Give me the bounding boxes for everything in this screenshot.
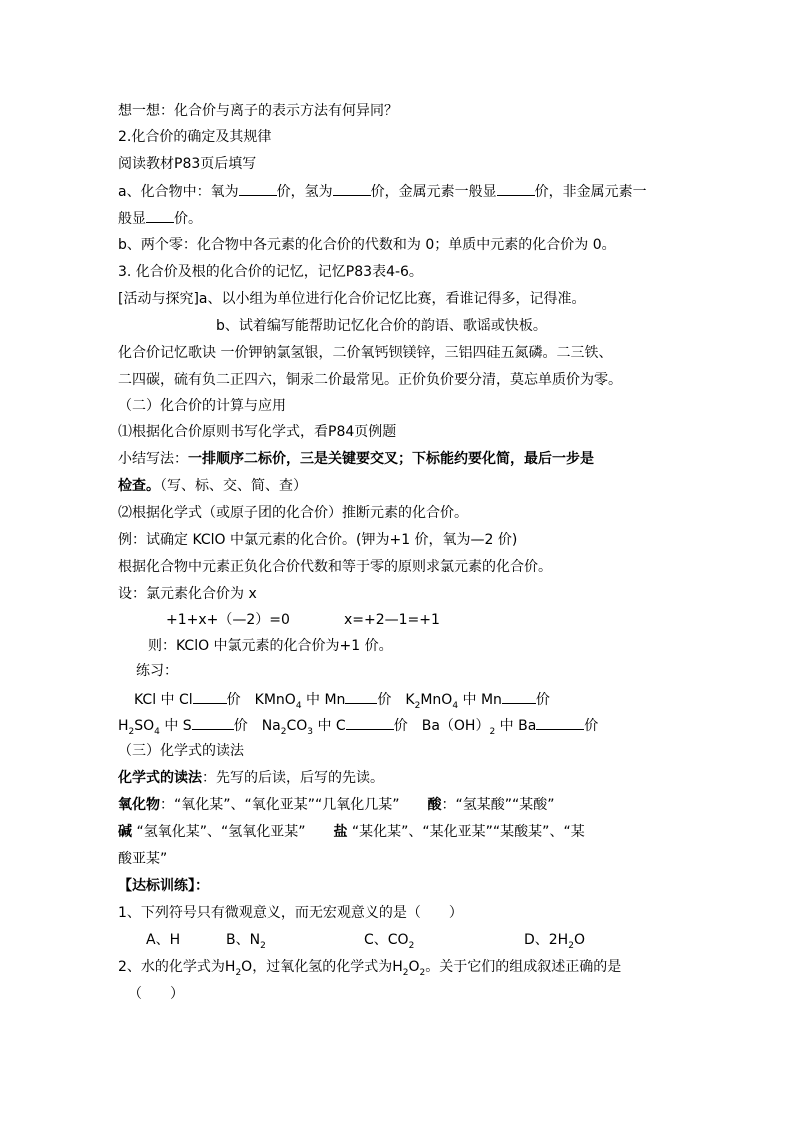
subscript: 4 — [154, 726, 160, 737]
bold-text: 碱 — [118, 824, 132, 840]
exercise-line — [118, 715, 598, 742]
option-b — [226, 930, 266, 956]
text-line: 化合价记忆歌诀 一价钾钠氯氢银，二价氧钙钡镁锌，三铝四硅五氮磷。二三铁、 — [118, 345, 613, 361]
text-span: ：先写的后读，后写的先读。 — [202, 770, 384, 786]
text-line: b、试着编写能帮助记忆化合价的韵语、歌谣或快板。 — [216, 318, 547, 334]
text-span: 价 — [584, 718, 599, 734]
subscript: 4 — [452, 700, 459, 711]
answer-blank[interactable] — [497, 181, 535, 196]
section-heading: 2.化合价的确定及其规律 — [118, 129, 272, 145]
text-span: a、化合物中：氧为 — [118, 184, 239, 200]
text-line: 阅读教材P83页后填写 — [118, 156, 257, 172]
text-span: 价。 — [174, 211, 202, 227]
text-line: 设：氯元素化合价为 x — [118, 586, 257, 602]
equation: +1+x+（—2）=0 — [166, 612, 290, 628]
text-span: C、CO — [364, 932, 409, 948]
text-span: 价 — [535, 692, 550, 708]
option-d — [524, 930, 585, 956]
bold-text: 一排顺序二标价，三是关键要交叉；下标能约要化简，最后一步是 — [188, 451, 594, 467]
formula: Na — [261, 718, 281, 734]
subscript: 4 — [295, 700, 302, 711]
option-a: A、H — [146, 932, 181, 948]
text-span: “氢氧化某”、“氢氧化亚某” — [136, 824, 306, 840]
text-line — [118, 476, 307, 496]
text-span: 中 Mn — [458, 692, 502, 708]
formula: Ba（OH） — [421, 718, 490, 734]
text-span: ：“氧化某”、“氧化亚某”“几氧化几某” — [160, 797, 400, 813]
text-line: 3. 化合价及根的化合价的记忆，记忆P83表4-6。 — [118, 264, 423, 280]
fill-blank-line — [118, 181, 647, 202]
question: 1、下列符号只有微观意义，而无宏观意义的是（ ） — [118, 905, 463, 921]
equation: x=+2—1=+1 — [344, 612, 440, 628]
text-span: 价，氢为 — [276, 184, 333, 200]
subscript: 2 — [568, 940, 574, 951]
subscript: 2 — [408, 940, 415, 951]
answer-brackets: （ ） — [128, 986, 184, 1002]
text-span: 中 Ba — [495, 718, 537, 734]
answer-blank[interactable] — [345, 689, 377, 704]
text-span: 。关于它们的组成叙述正确的是 — [425, 959, 622, 975]
text-span: O，过氧化氢的化学式为H — [241, 959, 403, 975]
answer-blank[interactable] — [536, 715, 584, 730]
text-span: KCl 中 Cl — [134, 692, 193, 708]
answer-blank[interactable] — [346, 715, 394, 730]
text-line: ⑴根据化合价原则书写化学式，看P84页例题 — [118, 424, 397, 440]
text-span: 中 S — [159, 718, 192, 734]
bold-text: 化学式的读法 — [118, 770, 202, 786]
subscript: 2 — [280, 726, 287, 737]
formula: SO — [134, 718, 155, 734]
subscript: 2 — [402, 967, 409, 978]
text-line: 想一想：化合价与离子的表示方法有何异同？ — [118, 103, 398, 119]
exercise-line — [134, 689, 550, 716]
text-line: b、两个零：化合物中各元素的化合价的代数和为 0；单质中元素的化合价为 0。 — [118, 237, 616, 253]
section-heading: 【达标训练】： — [118, 878, 209, 894]
subscript: 2 — [489, 726, 496, 737]
text-line — [118, 768, 384, 788]
bold-text: 盐 — [333, 824, 348, 840]
text-span: 般显 — [118, 211, 146, 227]
formula: H — [118, 718, 129, 734]
text-line: 则：KClO 中氯元素的化合价为+1 价。 — [148, 638, 393, 654]
section-heading: （三）化学式的读法 — [118, 743, 244, 759]
text-span: 价，非金属元素一 — [534, 184, 647, 200]
text-line — [118, 795, 555, 815]
bold-text: 酸 — [427, 797, 442, 813]
answer-blank[interactable] — [239, 181, 277, 196]
section-heading: （二）化合价的计算与应用 — [118, 398, 286, 414]
text-span: O — [408, 959, 420, 975]
text-line: ⑵根据化学式（或原子团的化合价）推断元素的化合价。 — [118, 505, 468, 521]
answer-blank[interactable] — [333, 181, 371, 196]
text-span: 价 — [393, 718, 408, 734]
text-line — [118, 822, 585, 842]
text-span: O — [573, 932, 585, 948]
text-span: 中 Mn — [301, 692, 346, 708]
bold-text: 氧化物 — [118, 797, 160, 813]
answer-blank[interactable] — [502, 689, 536, 704]
text-line: 练习： — [136, 663, 178, 679]
subscript: 2 — [128, 726, 135, 737]
text-span: “某化某”、“某化亚某”“某酸某”、“某 — [351, 824, 585, 840]
subscript: 3 — [307, 726, 314, 737]
text-span: B、N — [226, 932, 261, 948]
subscript: 2 — [235, 967, 242, 978]
text-span: 价 — [233, 718, 248, 734]
text-span: 价 — [226, 692, 241, 708]
text-line — [118, 449, 594, 469]
text-line: 二四碳，硫有负二正四六，铜汞二价最常见。正价负价要分清，莫忘单质价为零。 — [118, 372, 622, 388]
question — [118, 957, 621, 983]
text-span: 小结写法： — [118, 451, 188, 467]
text-span: 中 C — [313, 718, 346, 734]
formula: CO — [286, 718, 308, 734]
formula: K — [405, 692, 415, 708]
bold-text: 检查。 — [118, 478, 160, 494]
text-span: 价，金属元素一般显 — [370, 184, 497, 200]
formula: MnO — [420, 692, 453, 708]
text-span: 价 — [377, 692, 392, 708]
text-span: ：“氢某酸”“某酸” — [441, 797, 555, 813]
fill-blank-line — [118, 208, 202, 229]
subscript: 2 — [414, 700, 421, 711]
formula: KMnO — [254, 692, 296, 708]
option-c — [364, 930, 414, 956]
answer-blank[interactable] — [146, 208, 174, 223]
text-line: 根据化合物中元素正负化合价代数和等于零的原则求氯元素的化合价。 — [118, 559, 552, 575]
subscript: 2 — [419, 967, 426, 978]
text-line: [活动与探究]a、以小组为单位进行化合价记忆比赛，看谁记得多，记得准。 — [118, 291, 586, 307]
answer-blank[interactable] — [192, 715, 234, 730]
answer-blank[interactable] — [193, 689, 227, 704]
subscript: 2 — [260, 940, 266, 951]
text-span: D、2H — [524, 932, 569, 948]
text-line: 例：试确定 KClO 中氯元素的化合价。(钾为+1 价，氧为—2 价) — [118, 532, 518, 548]
text-line: 酸亚某” — [118, 851, 168, 867]
text-span: 2、水的化学式为H — [118, 959, 236, 975]
text-span: （写、标、交、简、查） — [160, 478, 307, 494]
